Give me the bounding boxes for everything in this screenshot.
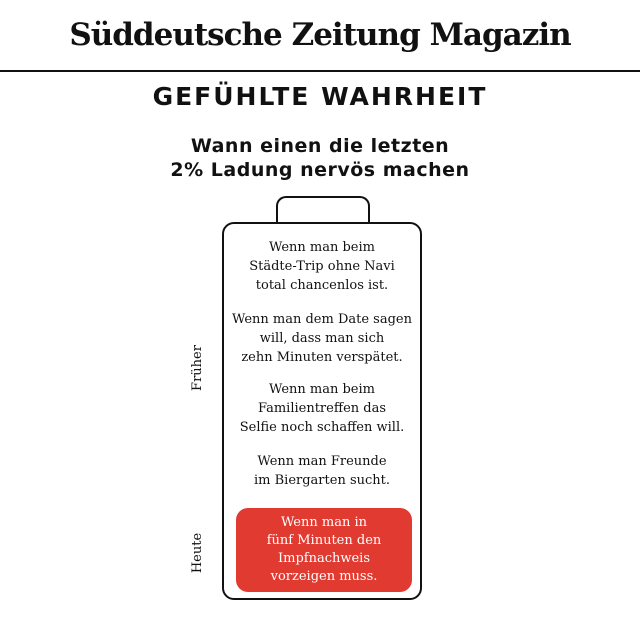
battery-graphic (222, 222, 422, 600)
entry-line: total chancenlos ist. (255, 278, 389, 293)
battery-entry (224, 238, 420, 295)
entry-line: Wenn man Freunde (257, 454, 387, 469)
masthead-logo[interactable]: Süddeutsche Zeitung Magazin (69, 17, 571, 53)
battery-entry (224, 310, 420, 367)
battery-entry-highlight (236, 508, 412, 592)
highlight-line: vorzeigen muss. (270, 569, 378, 584)
battery-cap (276, 196, 370, 224)
entry-line: Familientreffen das (257, 401, 387, 416)
entry-line: Wenn man beim (269, 382, 375, 397)
header-divider (0, 70, 640, 72)
highlight-line: fünf Minuten den (266, 533, 382, 548)
entry-line: zehn Minuten verspätet. (241, 350, 403, 365)
entry-line: Wenn man dem Date sagen (232, 312, 412, 327)
entry-line: will, dass man sich (259, 331, 385, 346)
entry-line: im Biergarten sucht. (254, 473, 390, 488)
axis-label-earlier: Früher (190, 345, 205, 391)
battery-entry (224, 452, 420, 490)
entry-line: Wenn man beim (269, 240, 375, 255)
page-title: GEFÜHLTE WAHRHEIT (152, 82, 488, 111)
subtitle (0, 134, 640, 182)
entry-line: Städte-Trip ohne Navi (249, 259, 395, 274)
battery-entry (224, 380, 420, 437)
subtitle-line: 2% Ladung nervös machen (170, 159, 470, 181)
subtitle-line: Wann einen die letzten (190, 135, 450, 157)
highlight-line: Impfnachweis (277, 551, 371, 566)
axis-label-today: Heute (190, 532, 205, 574)
entry-line: Selfie noch schaffen will. (239, 420, 405, 435)
highlight-line: Wenn man in (281, 515, 367, 530)
